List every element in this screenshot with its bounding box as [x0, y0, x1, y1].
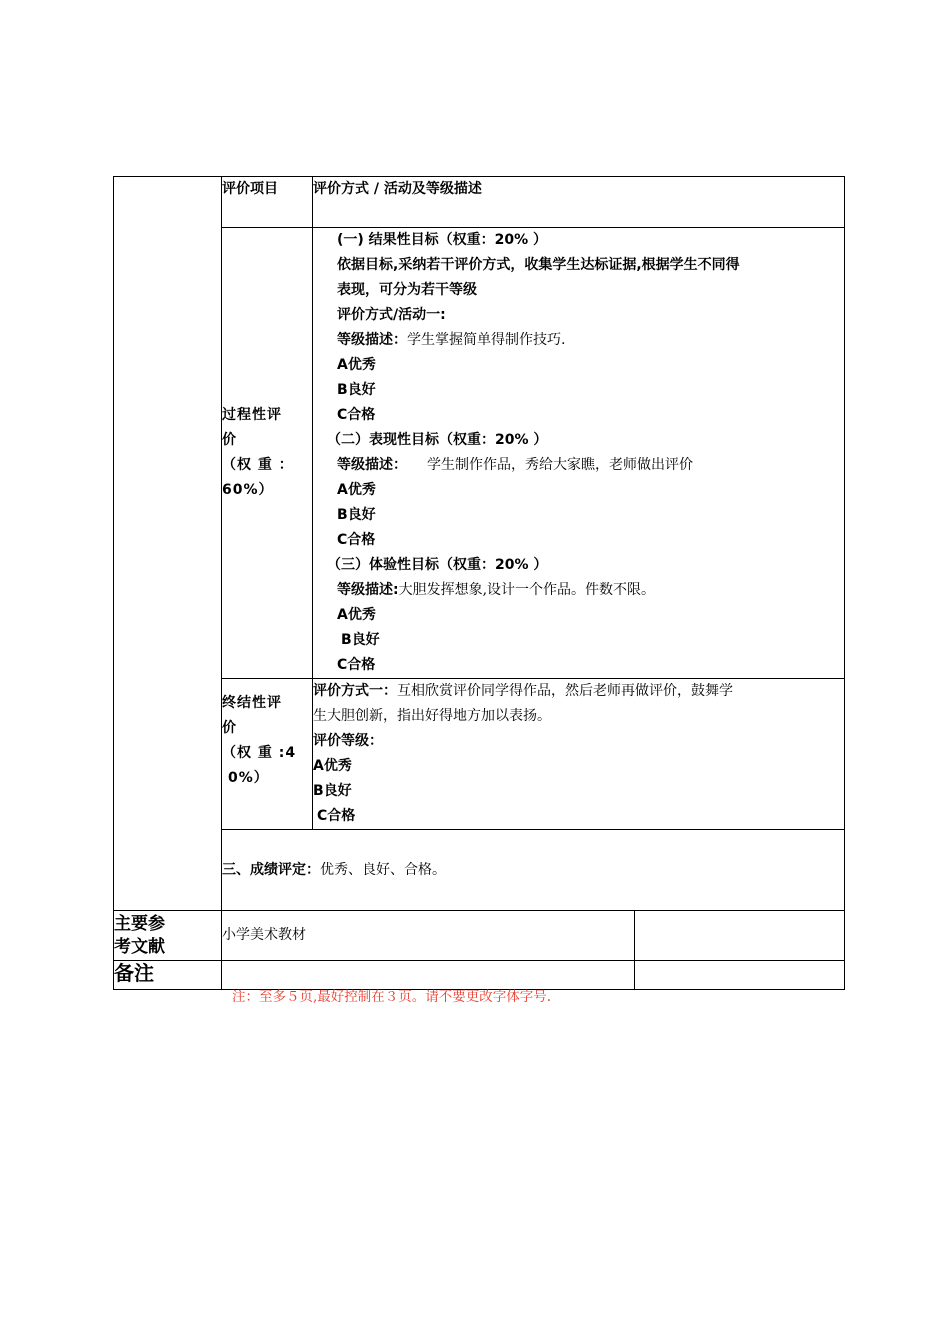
references-value-cell	[222, 911, 635, 961]
references-label-line1: 主要参	[114, 913, 165, 934]
process-label-line2: 价	[222, 432, 237, 448]
final-label-line3: （权 重 :4	[222, 745, 297, 761]
goal2-grade-text: 学生制作作品，秀给大家瞧，老师做出评价	[427, 457, 693, 473]
goal3-grade-b: B良好	[341, 632, 380, 648]
evaluation-table	[113, 176, 845, 990]
goal2-title: （二）表现性目标（权重：20% ）	[327, 432, 548, 448]
footnote: 注：至多５页,最好控制在３页。请不要更改字体字号.	[232, 989, 552, 1005]
result-label: 三、成绩评定：	[222, 861, 320, 878]
final-label-line2: 价	[222, 720, 237, 736]
remarks-label-cell	[114, 961, 222, 990]
goal3-grade-text: 大胆发挥想象,设计一个作品。件数不限。	[398, 582, 656, 598]
final-row	[114, 679, 845, 830]
goal3-grade-label: 等级描述:	[337, 582, 399, 598]
final-label-cell	[222, 679, 313, 830]
left-blank-cell	[114, 177, 222, 911]
goal3-grade-a: A优秀	[337, 607, 376, 623]
goal1-method: 评价方式/活动一:	[337, 307, 446, 323]
goal2-grade-label: 等级描述：	[337, 457, 407, 473]
goal3-grade-line	[337, 578, 844, 603]
final-method-text1: 互相欣赏评价同学得作品，然后老师再做评价，鼓舞学	[397, 683, 733, 699]
goal1-grade-label: 等级描述：	[337, 332, 407, 348]
result-cell	[222, 830, 845, 911]
final-grade-c: C合格	[317, 808, 356, 824]
goal3-grade-c: C合格	[337, 657, 376, 673]
goal1-grade-c: C合格	[337, 407, 376, 423]
header-method-label: 评价方式 / 活动及等级描述	[313, 181, 482, 197]
result-row	[114, 830, 845, 911]
process-label-line1: 过程性评	[222, 407, 282, 423]
references-label-cell	[114, 911, 222, 961]
process-content-cell	[313, 228, 845, 679]
references-extra-cell	[635, 911, 845, 961]
goal1-grade-line	[337, 328, 844, 353]
goal1-grade-text: 学生掌握简单得制作技巧.	[407, 332, 566, 348]
result-text: 优秀、良好、合格。	[320, 861, 446, 878]
final-method-line1	[313, 679, 844, 704]
process-label-line4: 60%）	[222, 482, 274, 498]
process-row	[114, 228, 845, 679]
final-method-label: 评价方式一：	[313, 683, 397, 699]
final-label-line1: 终结性评	[222, 695, 282, 711]
goal2-grade-line	[337, 453, 844, 478]
remarks-label: 备注	[114, 961, 154, 985]
process-label-line3: （权 重 ：	[222, 457, 294, 473]
process-label-cell	[222, 228, 313, 679]
final-grade-label: 评价等级：	[313, 733, 383, 749]
header-item-label: 评价项目	[222, 181, 278, 197]
goal1-desc-line1: 依据目标,采纳若干评价方式，收集学生达标证据,根据学生不同得	[337, 257, 740, 273]
references-row	[114, 911, 845, 961]
goal3-title: （三）体验性目标（权重：20% ）	[327, 557, 548, 573]
final-grade-b: B良好	[313, 783, 352, 799]
references-label-line2: 考文献	[114, 936, 165, 957]
goal2-grade-b: B良好	[337, 507, 376, 523]
final-content-cell	[313, 679, 845, 830]
header-row	[114, 177, 845, 228]
goal2-grade-c: C合格	[337, 532, 376, 548]
header-item-cell	[222, 177, 313, 228]
header-method-cell	[313, 177, 845, 228]
goal1-grade-b: B良好	[337, 382, 376, 398]
final-grade-a: A优秀	[313, 758, 352, 774]
goal1-desc-line2: 表现，可分为若干等级	[337, 282, 477, 298]
goal1-title: (一) 结果性目标（权重：20% ）	[337, 232, 548, 248]
references-value: 小学美术教材	[222, 927, 306, 943]
goal1-grade-a: A优秀	[337, 357, 376, 373]
final-method-text2: 生大胆创新，指出好得地方加以表扬。	[313, 708, 551, 724]
goal2-grade-a: A优秀	[337, 482, 376, 498]
final-label-line4: 0%）	[228, 770, 269, 786]
remarks-extra-cell	[635, 961, 845, 990]
